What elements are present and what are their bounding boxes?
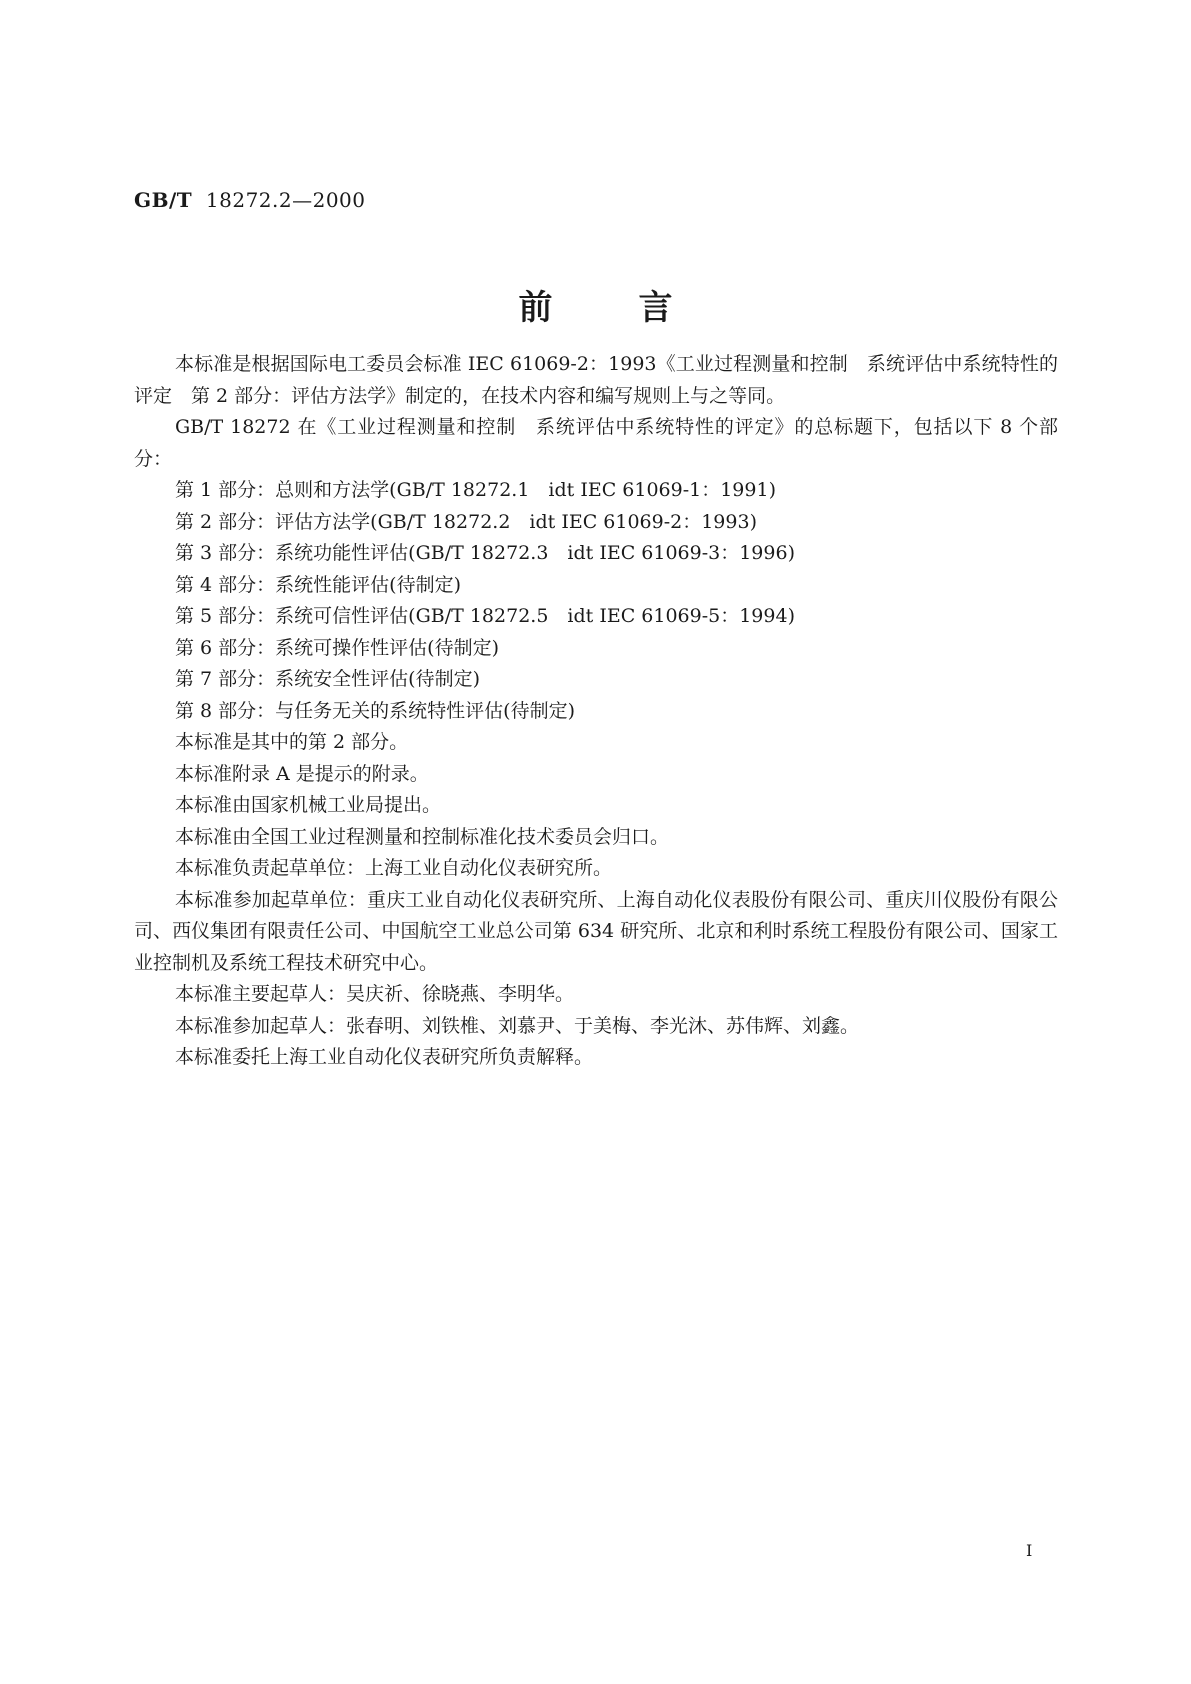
- paragraph: 本标准附录 A 是提示的附录。: [175, 762, 429, 785]
- foreword-body: [134, 349, 1058, 1074]
- standard-prefix: GB/T: [134, 188, 193, 212]
- list-item: 第 3 部分：系统功能性评估(GB/T 18272.3 idt IEC 61069-3：1996): [175, 542, 795, 564]
- list-item: 第 2 部分：评估方法学(GB/T 18272.2 idt IEC 61069-2：1993): [175, 510, 757, 533]
- list-item: 第 5 部分：系统可信性评估(GB/T 18272.5 idt IEC 61069-5：1994): [175, 605, 795, 627]
- paragraph: GB/T 18272 在《工业过程测量和控制 系统评估中系统特性的评定》的总标题下，包括以下 8 个部分：: [134, 416, 1058, 470]
- document-code: [134, 188, 366, 212]
- standard-number: 18272.2—2000: [205, 188, 366, 212]
- paragraph: 本标准主要起草人：吴庆祈、徐晓燕、李明华。: [175, 983, 575, 1005]
- page-number: I: [1026, 1541, 1033, 1560]
- list-item: 第 1 部分：总则和方法学(GB/T 18272.1 idt IEC 61069-1：1991): [175, 479, 776, 501]
- paragraph: 本标准参加起草人：张春明、刘铁椎、刘慕尹、于美梅、李光沐、苏伟辉、刘鑫。: [175, 1014, 860, 1037]
- list-item: 第 6 部分：系统可操作性评估(待制定): [175, 636, 499, 659]
- paragraph: 本标准是根据国际电工委员会标准 IEC 61069-2：1993《工业过程测量和控制 系统评估中系统特性的评定 第 2 部分：评估方法学》制定的，在技术内容和编写规则上与之等同。: [134, 353, 1058, 407]
- paragraph: 本标准负责起草单位：上海工业自动化仪表研究所。: [175, 857, 613, 879]
- list-item: 第 7 部分：系统安全性评估(待制定): [175, 668, 480, 690]
- list-item: 第 8 部分：与任务无关的系统特性评估(待制定): [175, 699, 575, 722]
- paragraph: 本标准由国家机械工业局提出。: [175, 794, 442, 816]
- paragraph: 本标准委托上海工业自动化仪表研究所负责解释。: [175, 1046, 594, 1068]
- paragraph: 本标准是其中的第 2 部分。: [175, 731, 409, 753]
- page-title: 前言: [518, 288, 759, 328]
- paragraph: 本标准由全国工业过程测量和控制标准化技术委员会归口。: [175, 825, 670, 848]
- paragraph: 本标准参加起草单位：重庆工业自动化仪表研究所、上海自动化仪表股份有限公司、重庆川仪股份有限公司、西仪集团有限责任公司、中国航空工业总公司第 634 研究所、北京和利时系统工程股份有限公司、国家工业控制机及系统工程技术研究中心。: [134, 888, 1058, 974]
- list-item: 第 4 部分：系统性能评估(待制定): [175, 573, 461, 596]
